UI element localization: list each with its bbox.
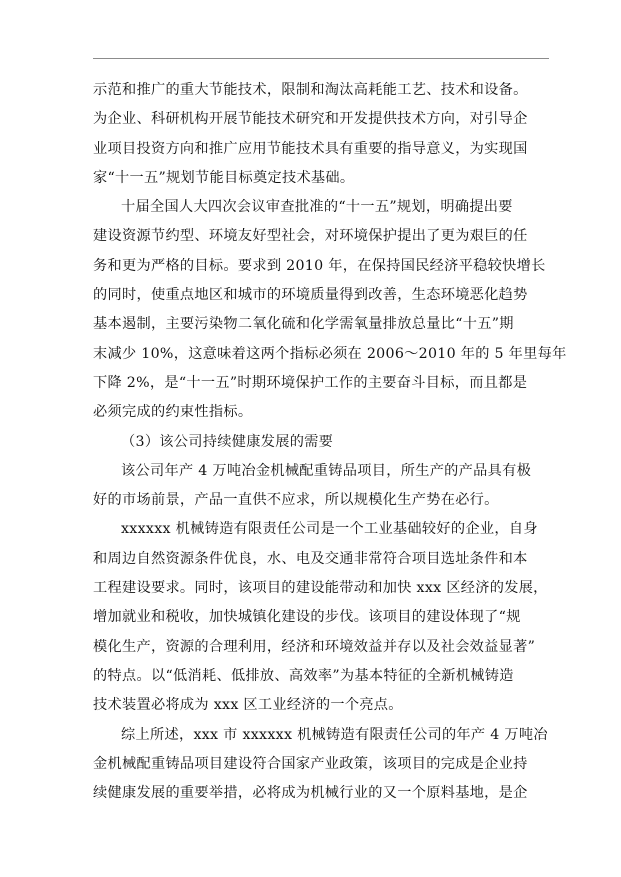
- text-line: 为企业、科研机构开展节能技术研究和开发提供技术方向，对引导企: [93, 111, 528, 128]
- text-line: 末减少 10%，这意味着这两个指标必须在 2006～2010 年的 5 年里每年: [93, 345, 567, 362]
- text-line: 工程建设要求。同时，该项目的建设能带动和加快 xxx 区经济的发展，: [93, 580, 548, 597]
- text-line: xxxxxx 机械铸造有限责任公司是一个工业基础较好的企业，自身: [121, 521, 538, 538]
- text-line: 业项目投资方向和推广应用节能技术具有重要的指导意义，为实现国: [93, 140, 528, 157]
- text-line: 续健康发展的重要举措，必将成为机械行业的又一个原料基地，是企: [93, 785, 528, 802]
- text-line: 基本遏制，主要污染物二氧化硫和化学需氧量排放总量比“十五”期: [93, 316, 514, 333]
- text-line: 家“十一五”规划节能目标奠定技术基础。: [93, 169, 355, 186]
- text-line: 该公司年产 4 万吨冶金机械配重铸品项目，所生产的产品具有极: [121, 462, 532, 479]
- text-line: 金机械配重铸品项目建设符合国家产业政策，该项目的完成是企业持: [93, 755, 528, 772]
- text-line: 好的市场前景，产品一直供不应求，所以规模化生产势在必行。: [93, 492, 499, 509]
- text-line: 十届全国人大四次会议审查批准的“十一五”规划，明确提出要: [121, 199, 513, 216]
- document-body: [93, 76, 567, 808]
- text-line: 示范和推广的重大节能技术，限制和淘汰高耗能工艺、技术和设备。: [93, 82, 528, 98]
- text-line: 综上所述，xxx 市 xxxxxx 机械铸造有限责任公司的年产 4 万吨冶: [121, 726, 548, 743]
- header-rule: [93, 58, 549, 59]
- text-line: 的同时，使重点地区和城市的环境质量得到改善，生态环境恶化趋势: [93, 287, 528, 304]
- text-line: 下降 2%，是“十一五”时期环境保护工作的主要奋斗目标，而且都是: [93, 374, 528, 391]
- text-line: 增加就业和税收，加快城镇化建设的步伐。该项目的建设体现了“规: [93, 609, 521, 626]
- text-line: 模化生产，资源的合理利用，经济和环境效益并存以及社会效益显著”: [93, 638, 536, 655]
- text-line: 建设资源节约型、环境友好型社会，对环境保护提出了更为艰巨的任: [93, 228, 528, 245]
- text-line: 和周边自然资源条件优良，水、电及交通非常符合项目选址条件和本: [93, 550, 528, 567]
- text-line: 必须完成的约束性指标。: [93, 404, 253, 421]
- text-line: （3）该公司持续健康发展的需要: [121, 433, 334, 450]
- text-line: 务和更为严格的目标。要求到 2010 年，在保持国民经济平稳较快增长: [93, 257, 546, 274]
- text-line: 的特点。以“低消耗、低排放、高效率”为基本特征的全新机械铸造: [93, 667, 514, 684]
- text-line: 技术装置必将成为 xxx 区工业经济的一个亮点。: [93, 697, 403, 714]
